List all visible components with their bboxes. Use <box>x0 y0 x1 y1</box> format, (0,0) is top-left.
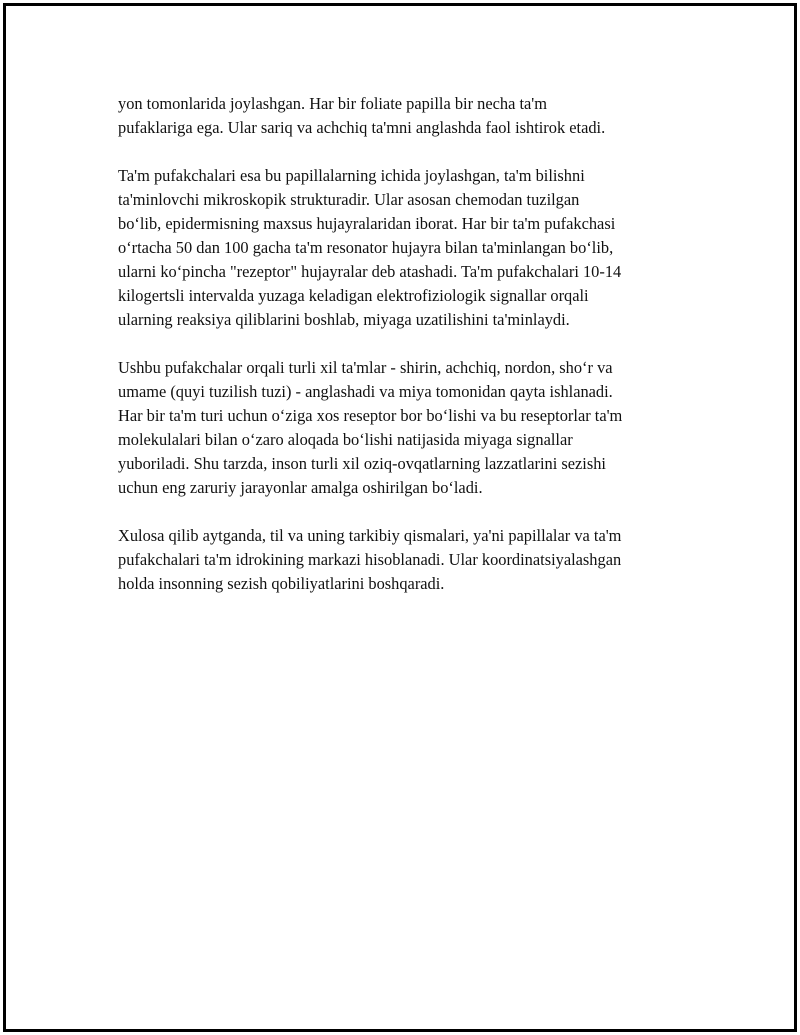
text-line: ularni ko‘pincha "rezeptor" hujayralar deb atashadi. Ta'm pufakchalari 10-14 <box>118 262 622 281</box>
text-line: o‘rtacha 50 dan 100 gacha ta'm resonator hujayra bilan ta'minlangan bo‘lib, <box>118 238 614 257</box>
text-line: Ushbu pufakchalar orqali turli xil ta'mlar - shirin, achchiq, nordon, sho‘r va <box>118 358 613 377</box>
text-line: molekulalari bilan o‘zaro aloqada bo‘lishi natijasida miyaga signallar <box>118 430 573 449</box>
text-line: yon tomonlarida joylashgan. Har bir foliate papilla bir necha ta'm <box>118 94 547 113</box>
text-line: pufakchalari ta'm idrokining markazi hisoblanadi. Ular koordinatsiyalashgan <box>118 550 622 569</box>
text-line: Xulosa qilib aytganda, til va uning tarkibiy qismalari, ya'ni papillalar va ta'm <box>118 526 622 545</box>
text-line: pufaklariga ega. Ular sariq va achchiq ta'mni anglashda faol ishtirok etadi. <box>118 118 606 137</box>
text-line: uchun eng zaruriy jarayonlar amalga oshirilgan bo‘ladi. <box>118 478 483 497</box>
text-line: ta'minlovchi mikroskopik strukturadir. Ular asosan chemodan tuzilgan <box>118 190 580 209</box>
paragraph-foliate-papillae <box>118 92 698 140</box>
text-line: ularning reaksiya qiliblarini boshlab, miyaga uzatilishini ta'minlaydi. <box>118 310 570 329</box>
paragraph-conclusion <box>118 524 698 596</box>
paragraph-taste-types <box>118 356 698 500</box>
text-line: kilogertsli intervalda yuzaga keladigan elektrofiziologik signallar orqali <box>118 286 589 305</box>
paragraph-taste-buds <box>118 164 698 332</box>
text-line: Ta'm pufakchalari esa bu papillalarning ichida joylashgan, ta'm bilishni <box>118 166 585 185</box>
document-body <box>118 92 698 620</box>
text-line: holda insonning sezish qobiliyatlarini boshqaradi. <box>118 574 445 593</box>
text-line: umame (quyi tuzilish tuzi) - anglashadi va miya tomonidan qayta ishlanadi. <box>118 382 613 401</box>
text-line: Har bir ta'm turi uchun o‘ziga xos reseptor bor bo‘lishi va bu reseptorlar ta'm <box>118 406 623 425</box>
text-line: yuboriladi. Shu tarzda, inson turli xil oziq-ovqatlarning lazzatlarini sezishi <box>118 454 606 473</box>
text-line: bo‘lib, epidermisning maxsus hujayralaridan iborat. Har bir ta'm pufakchasi <box>118 214 616 233</box>
